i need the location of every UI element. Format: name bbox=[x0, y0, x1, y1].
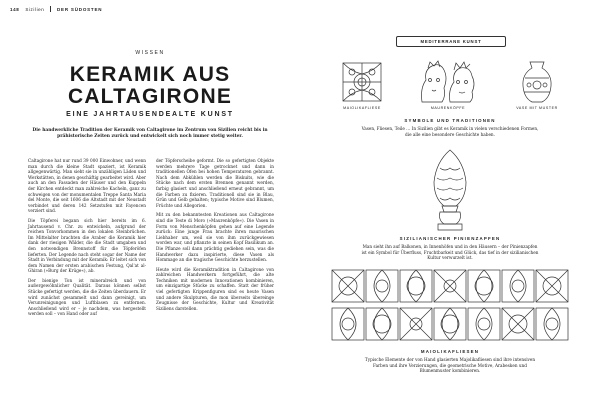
decorative-tile bbox=[434, 270, 466, 302]
tiles-heading: MAIOLIKAFLIESEN bbox=[420, 349, 480, 354]
pine-text: Man sieht ihn auf Balkonen, in Innenhöfen und in den Häusern – der Pinienzapfen ist ein Symbol für Überfluss, Fruchtbarkeit und Glück, das tief in der sizilianischen Kultur verwurzelt ist. bbox=[361, 244, 539, 261]
decorative-tile bbox=[366, 308, 398, 340]
tile-pattern-grid bbox=[330, 268, 570, 344]
label-heads: MAURENKÖPFE bbox=[430, 106, 466, 110]
symbols-text: Vasen, Fliesen, Teile … In Sizilien gibt es Keramik in vielen verschiedenen Formen, die alle eine besondere Geschichte haben. bbox=[361, 126, 539, 137]
chapter-name: Sizilien bbox=[25, 6, 45, 12]
paragraph: Mit zu den bekanntesten Kreationen aus Caltagirone sind die Teste di Moro (»Maurenköpfe«). Die Vasen in Form von Menschenköpfen gehen auf eine Legende zurück: Eine junge Frau brachte ihren maurischen Liebhaber um, weil sie von ihm zurückgewiesen worden war, und pflanzte in seinen Kopf Basilikum an. Die Pflanze soll dann prächtig gediehen sein, was die Handwerker dazu inspirierte, diese Vasen als Hommage an die tragische Geschichte herzustellen. bbox=[156, 212, 274, 263]
moor-heads-illustration bbox=[418, 60, 478, 104]
decorative-tile bbox=[400, 270, 432, 302]
decorative-tile bbox=[332, 308, 364, 340]
section-badge: MEDITERRANE KUNST bbox=[396, 36, 506, 47]
decorative-tile bbox=[332, 270, 364, 302]
majolica-tile-illustration bbox=[342, 62, 382, 102]
label-vase: VASE MIT MUSTER bbox=[516, 106, 558, 110]
decorative-tile bbox=[502, 308, 534, 340]
text-column-2 bbox=[156, 158, 274, 315]
article-lead: Die handwerkliche Tradition der Keramik von Caltagirone im Zentrum von Sizilien reicht bis in prähistorische Zeiten zurück und entwickelt sich noch immer stetig weiter. bbox=[32, 128, 268, 139]
right-page bbox=[300, 0, 600, 400]
decorative-tile bbox=[536, 270, 568, 302]
article-subtitle: EINE JAHRTAUSENDEALTE KUNST bbox=[66, 111, 234, 118]
section-name: DER SÜDOSTEN bbox=[56, 6, 103, 12]
paragraph: Der bienige Ton ist mineralreich und von außergewöhnlicher Qualität. Daraus können selbst Stücke gefertigt werden, die die Zeiten überdauern. Er wird zunächst gesammelt und dann gereinigt, um Verunreinigungen und Luftblasen zu entfernen. Anschließend wird er – je nachdem, was hergestellt werden soll – von Hand oder auf bbox=[28, 277, 146, 317]
title-line-2: CALTAGIRONE bbox=[67, 85, 233, 108]
header-divider bbox=[50, 6, 51, 12]
paragraph: der Töpferscheibe geformt. Die so gefertigten Objekte werden mehrere Tage getrocknet und dann in traditionellen Öfen bei hohen Temperaturen gebrannt. Nach dem Abkühlen werden die Biskuits, wie die Stücke nach dem ersten Brennen genannt werden, farbig glasiert und anschließend erneut gebrannt, um die Farben zu fixieren. Traditionell sind sie in Blau, Grün und Gelb gehalten; typische Motive sind Blumen, Früchte und Allegorien. bbox=[156, 158, 274, 208]
decorative-tile bbox=[366, 270, 398, 302]
decorative-tile bbox=[434, 308, 466, 340]
patterned-vase-illustration bbox=[520, 60, 554, 104]
decorative-tile bbox=[468, 270, 500, 302]
paragraph: Die Töpferei begann sich hier bereits im 6. Jahrtausend v. Chr. zu entwickeln, aufgrund der reichen Tonvorkommen in den lokalen Steinbrüchen. Im Mittelalter brachten die Araber die Keramik hier dank der riesigen Wälder, die die Stadt umgaben und den notwendigen Brennstoff für die Töpferöfen lieferten. Der Legende nach steht sogar der Name der Stadt in Verbindung mit der Keramik: Er leitet sich von dem Namen der ersten arabischen Festung, Qal'at al-Ghiran (»Burg der Krüge«), ab. bbox=[28, 217, 146, 274]
symbols-heading: SYMBOLE UND TRADITIONEN bbox=[404, 118, 496, 123]
label-tiles: MAIOLIKAFLIESE bbox=[343, 106, 381, 110]
text-column-1 bbox=[28, 158, 146, 321]
pine-cone-illustration bbox=[428, 148, 472, 232]
decorative-tile bbox=[468, 308, 500, 340]
running-header bbox=[10, 6, 290, 12]
paragraph: Heute wird die Keramiktradition in Caltagirone von zahlreichen Handwerkern fortgeführt, die alte Techniken mit modernen Innovationen kombinieren, um einzigartige Stücke zu schaffen. Statt der früher viel gefertigten Krippenfiguren sind es heute Vasen und andere Skulpturen, die mon überseits übereinge Zeugnisse der Geschichte, Kultur und Kreativität Siziliens darstellen. bbox=[156, 266, 274, 311]
paragraph: Caltagirone hat nur rund 39 000 Einwohner, und wenn man durch die kleine Stadt spaziert, ist Keramik allgegenwärtig. Man sieht sie in unzähligen Läden und Werkstätten, in denen geschäftig gearbeitet wird. Aber auch an den Fassaden der Häuser und den Kuppeln der Kirchen entdeckt man zahlreiche Kacheln, ganz zu schweigen von der monumentalen Treppe Santa Maria del Monte, die seit 1606 die Altstadt mit der Neustadt verbindet und deren 142 Setzstufen mit Fayencen verziert sind. bbox=[28, 158, 146, 214]
page-number: 148 bbox=[10, 6, 20, 12]
article-kicker: WISSEN bbox=[135, 50, 165, 56]
tiles-text: Typische Elemente der von Hand glasierten Majolikafliesen sind ihre intensiven Farben und ihre Verzierungen, die geometrische Motive, Arabesken und Blumenmuster kombinieren. bbox=[364, 357, 536, 374]
decorative-tile bbox=[536, 308, 568, 340]
decorative-tile bbox=[502, 270, 534, 302]
pine-heading: SIZILIANISCHER PINIENZAPFEN bbox=[399, 236, 501, 241]
title-line-1: KERAMIK AUS bbox=[69, 63, 231, 86]
article-title bbox=[0, 64, 300, 108]
decorative-tile bbox=[400, 308, 432, 340]
